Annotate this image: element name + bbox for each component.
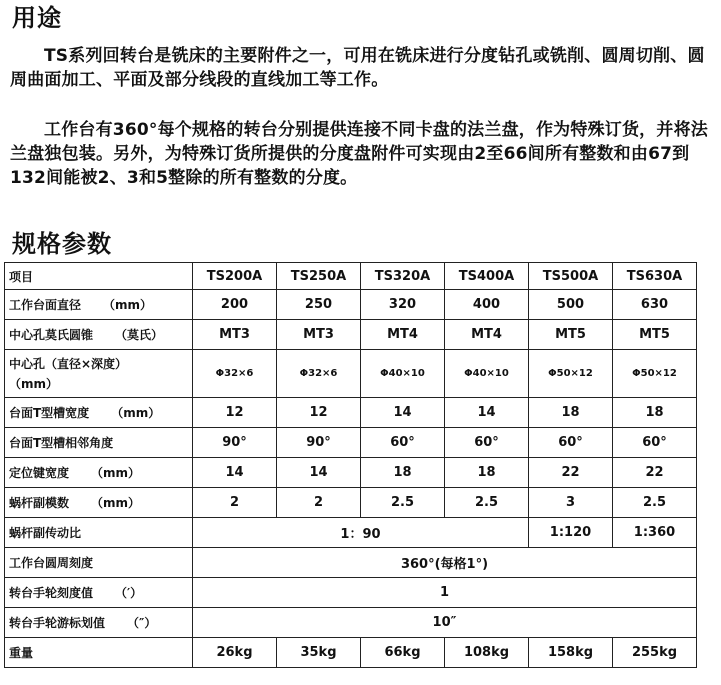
table-cell: 320 xyxy=(361,290,445,320)
spec-heading: 规格参数 xyxy=(12,230,112,258)
row-unit: （mm） xyxy=(9,376,59,391)
table-cell: Φ50×12 xyxy=(613,350,697,398)
row-label: 台面T型槽相邻角度 xyxy=(9,436,114,450)
table-cell: 18 xyxy=(361,458,445,488)
table-cell: 14 xyxy=(277,458,361,488)
table-cell: MT3 xyxy=(277,320,361,350)
row-label-cell xyxy=(5,290,193,320)
header-model-cell: TS630A xyxy=(613,263,697,290)
row-label-cell xyxy=(5,578,193,608)
row-label: 台面T型槽宽度 xyxy=(9,406,90,420)
table-cell: 26kg xyxy=(193,638,277,668)
table-cell: 66kg xyxy=(361,638,445,668)
row-unit: （mm） xyxy=(111,406,161,420)
table-row xyxy=(5,608,697,638)
table-cell: 12 xyxy=(277,398,361,428)
table-cell: 60° xyxy=(613,428,697,458)
row-label: 蜗杆副模数 xyxy=(9,496,70,510)
row-unit: （mm） xyxy=(91,496,141,510)
table-cell: 400 xyxy=(445,290,529,320)
table-cell: 18 xyxy=(613,398,697,428)
table-cell: Φ32×6 xyxy=(277,350,361,398)
table-header-row xyxy=(5,263,697,290)
table-cell: 500 xyxy=(529,290,613,320)
table-cell: 2.5 xyxy=(613,488,697,518)
table-cell: 18 xyxy=(529,398,613,428)
row-label-cell xyxy=(5,428,193,458)
table-cell: MT4 xyxy=(361,320,445,350)
row-label: 重量 xyxy=(9,646,34,660)
usage-paragraph-1: TS系列回转台是铣床的主要附件之一，可用在铣床进行分度钻孔或铣削、圆周切削、圆周曲面加工、平面及部分线段的直线加工等工作。 xyxy=(10,46,705,90)
row-label-cell xyxy=(5,488,193,518)
row-unit: （莫氏） xyxy=(115,328,164,342)
table-cell: 18 xyxy=(445,458,529,488)
row-label: 转台手轮游标划值 xyxy=(9,616,106,630)
table-row xyxy=(5,638,697,668)
usage-heading: 用途 xyxy=(12,4,62,32)
table-row xyxy=(5,290,697,320)
table-cell: 14 xyxy=(361,398,445,428)
header-model-cell: TS320A xyxy=(361,263,445,290)
table-cell: 250 xyxy=(277,290,361,320)
table-row xyxy=(5,518,697,548)
header-model-cell: TS400A xyxy=(445,263,529,290)
table-cell: 90° xyxy=(277,428,361,458)
table-cell: Φ40×10 xyxy=(445,350,529,398)
table-cell: 3 xyxy=(529,488,613,518)
table-cell: MT5 xyxy=(529,320,613,350)
table-cell: 108kg xyxy=(445,638,529,668)
table-cell: 60° xyxy=(445,428,529,458)
row-label: 蜗杆副传动比 xyxy=(9,526,82,540)
table-cell: 1 xyxy=(193,578,697,608)
spec-table xyxy=(4,262,697,668)
table-cell: 22 xyxy=(613,458,697,488)
table-cell: 1：90 xyxy=(193,518,529,548)
row-label: 中心孔莫氏圆锥 xyxy=(9,328,94,342)
header-model-cell: TS200A xyxy=(193,263,277,290)
row-label-cell xyxy=(5,638,193,668)
row-label: 中心孔（直径×深度） xyxy=(9,356,128,371)
table-cell: 2.5 xyxy=(361,488,445,518)
table-cell: MT5 xyxy=(613,320,697,350)
table-row xyxy=(5,488,697,518)
table-cell: 200 xyxy=(193,290,277,320)
table-cell: 158kg xyxy=(529,638,613,668)
row-label-cell xyxy=(5,548,193,578)
table-row xyxy=(5,350,697,398)
header-model-cell: TS250A xyxy=(277,263,361,290)
table-cell: 255kg xyxy=(613,638,697,668)
table-cell: 360°(每格1°) xyxy=(193,548,697,578)
row-label-cell xyxy=(5,320,193,350)
header-model-cell: TS500A xyxy=(529,263,613,290)
table-cell: 14 xyxy=(445,398,529,428)
table-cell: 22 xyxy=(529,458,613,488)
table-cell: 35kg xyxy=(277,638,361,668)
table-cell: 2 xyxy=(193,488,277,518)
header-label-cell: 项目 xyxy=(5,263,193,290)
row-unit: （″） xyxy=(127,616,157,630)
table-cell: 14 xyxy=(193,458,277,488)
table-cell: 630 xyxy=(613,290,697,320)
table-cell: MT3 xyxy=(193,320,277,350)
row-label-cell xyxy=(5,350,193,398)
row-label: 工作台面直径 xyxy=(9,298,82,312)
row-label: 转台手轮刻度值 xyxy=(9,586,94,600)
table-cell: 60° xyxy=(361,428,445,458)
row-label-cell xyxy=(5,458,193,488)
row-label-cell xyxy=(5,608,193,638)
table-cell: MT4 xyxy=(445,320,529,350)
row-unit: （mm） xyxy=(91,466,141,480)
row-label: 工作台圆周刻度 xyxy=(9,556,94,570)
table-cell: 1:120 xyxy=(529,518,613,548)
table-row xyxy=(5,320,697,350)
table-cell: Φ32×6 xyxy=(193,350,277,398)
table-cell: 10″ xyxy=(193,608,697,638)
table-cell: 2.5 xyxy=(445,488,529,518)
row-unit: （mm） xyxy=(103,298,153,312)
table-row xyxy=(5,428,697,458)
table-cell: 1:360 xyxy=(613,518,697,548)
table-cell: Φ40×10 xyxy=(361,350,445,398)
row-unit: （′） xyxy=(115,586,143,600)
table-cell: 12 xyxy=(193,398,277,428)
table-row xyxy=(5,548,697,578)
table-cell: 2 xyxy=(277,488,361,518)
table-cell: Φ50×12 xyxy=(529,350,613,398)
table-row xyxy=(5,398,697,428)
table-row xyxy=(5,458,697,488)
table-cell: 60° xyxy=(529,428,613,458)
table-row xyxy=(5,578,697,608)
row-label-cell xyxy=(5,398,193,428)
row-label-cell xyxy=(5,518,193,548)
usage-paragraph-2: 工作台有360°每个规格的转台分别提供连接不同卡盘的法兰盘，作为特殊订货，并将法兰盘独包装。另外，为特殊订货所提供的分度盘附件可实现由2至66间所有整数和由67到132间能被2、3和5整除的所有整数的分度。 xyxy=(10,120,708,188)
table-cell: 90° xyxy=(193,428,277,458)
row-label: 定位键宽度 xyxy=(9,466,70,480)
